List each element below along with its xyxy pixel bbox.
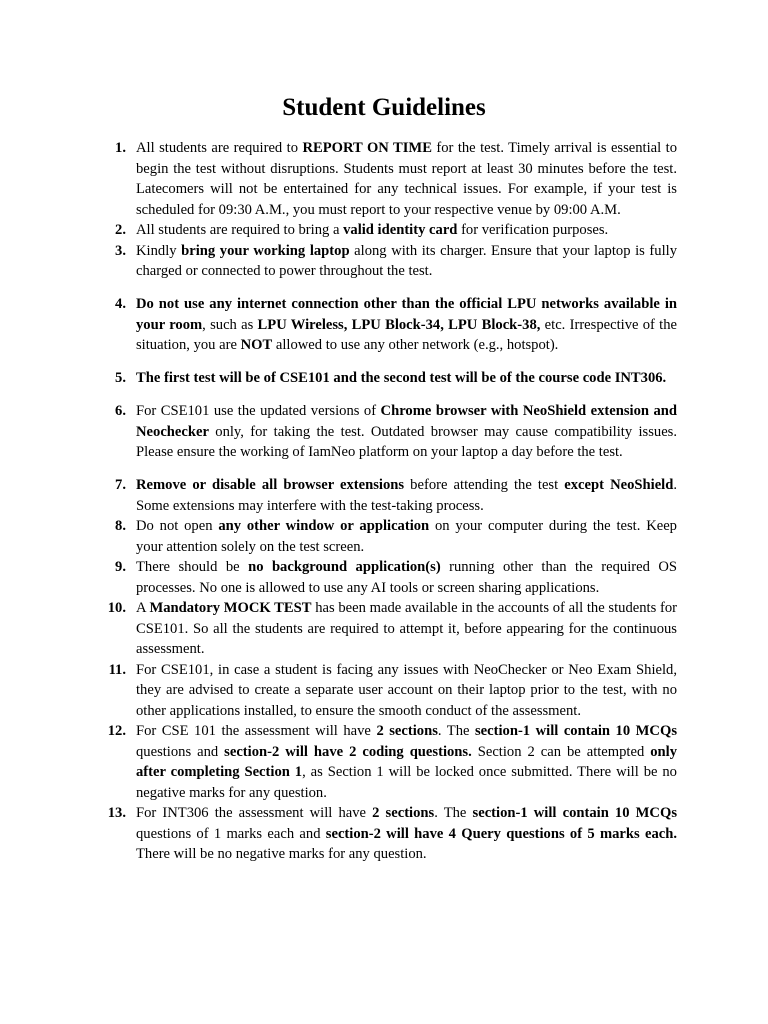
- guideline-number: 13.: [107, 805, 126, 821]
- guideline-text: [136, 243, 677, 280]
- guideline-emphasis: Remove or disable all browser extensions: [136, 477, 405, 493]
- guideline-number: 2.: [115, 222, 126, 238]
- guideline-text-segment: . The: [434, 805, 473, 821]
- guideline-text-segment: on your computer during the test. Keep your attention solely on the test screen.: [136, 518, 677, 555]
- guideline-emphasis: section-2 will have 4 Query questions of 5 marks each.: [325, 825, 677, 842]
- guideline-text-segment: There will be no negative marks for any question.: [136, 846, 427, 862]
- guideline-text-segment: , as Section 1 will be locked once submitted. There will be no negative marks for any question.: [136, 764, 677, 801]
- guideline-text-segment: A: [136, 600, 150, 616]
- guideline-text-segment: allowed to use any other network (e.g., hotspot).: [272, 337, 559, 353]
- guideline-emphasis: valid identity card: [343, 222, 458, 238]
- guideline-text-segment: All students are required to bring a: [136, 222, 344, 238]
- guideline-number: 11.: [108, 661, 126, 678]
- guideline-emphasis: 2 sections: [376, 723, 438, 739]
- guideline-text-segment: There should be: [136, 559, 249, 575]
- guideline-text-segment: For INT306 the assessment will have: [136, 805, 373, 821]
- guideline-text-segment: for verification purposes.: [457, 222, 609, 238]
- guideline-item: [92, 401, 677, 463]
- guideline-text-segment: etc. Irrespective of the situation, you are: [136, 316, 677, 353]
- guideline-number: 10.: [107, 600, 126, 616]
- guideline-text-segment: along with its charger. Ensure that your laptop is fully charged or connected to power throughout the test.: [136, 242, 677, 279]
- guideline-number: 3.: [115, 242, 126, 259]
- guideline-text-segment: All students are required to: [136, 140, 303, 156]
- guideline-emphasis: no background application(s): [248, 559, 441, 575]
- guideline-item: [92, 721, 677, 803]
- guideline-text-segment: questions of 1 marks each and: [136, 825, 326, 842]
- guideline-text-segment: only, for taking the test. Outdated browser may cause compatibility issues. Please ensure the working of IamNeo platform on your laptop a day before the test.: [136, 423, 677, 460]
- guideline-text: [136, 805, 677, 862]
- guideline-text: [136, 477, 677, 514]
- guideline-text-segment: Do not open: [136, 518, 219, 534]
- guidelines-list: [92, 138, 677, 865]
- guideline-text-segment: for the test. Timely arrival is essential to begin the test without disruptions. Students must report at least 30 minutes before the test. Latecomers will not be entertained for any technical issues. For example, if your test is scheduled for 09:30 A.M., you must report to your respective venue by 09:00 A.M.: [136, 140, 677, 218]
- guideline-number: 6.: [115, 403, 126, 419]
- guideline-item: [92, 294, 677, 356]
- guideline-emphasis: LPU Wireless, LPU Block-34, LPU Block-38,: [257, 316, 541, 333]
- guideline-text-segment: has been made available in the accounts of all the students for CSE101. So all the students are required to attempt it, before appearing for the continuous assessment.: [136, 600, 677, 657]
- page-title: Student Guidelines: [282, 94, 486, 121]
- guideline-item: [92, 475, 677, 516]
- guideline-text-segment: For CSE101, in case a student is facing any issues with NeoChecker or Neo Exam Shield, they are advised to create a separate user account on their laptop prior to the test, with no other applications installed, to ensure the smooth conduct of the assessment.: [136, 661, 677, 719]
- guideline-item: [92, 557, 677, 598]
- guideline-emphasis: Mandatory MOCK TEST: [149, 600, 312, 616]
- guideline-emphasis: bring your working laptop: [181, 242, 350, 259]
- guideline-emphasis: except NeoShield: [564, 477, 674, 493]
- guideline-text-segment: . The: [437, 723, 475, 739]
- guideline-item: [92, 368, 677, 389]
- guideline-text-segment: For CSE101 use the updated versions of: [136, 403, 381, 419]
- guideline-text: [136, 140, 677, 218]
- guideline-text: [136, 600, 677, 657]
- guideline-emphasis: The first test will be of CSE101 and the second test will be of the course code INT306.: [136, 370, 667, 386]
- guideline-text-segment: questions and: [136, 743, 225, 760]
- guideline-number: 7.: [115, 477, 126, 493]
- guideline-text-segment: , such as: [202, 316, 258, 333]
- guideline-item: [92, 516, 677, 557]
- guideline-item: [92, 220, 677, 241]
- guideline-text-segment: . Some extensions may interfere with the test-taking process.: [136, 477, 677, 514]
- guideline-number: 5.: [115, 370, 126, 386]
- guideline-text-segment: running other than the required OS processes. No one is allowed to use any AI tools or screen sharing applications.: [136, 559, 678, 596]
- guideline-text-segment: Section 2 can be attempted: [471, 743, 651, 760]
- guideline-item: [92, 241, 677, 282]
- guideline-emphasis: section-1 will contain 10 MCQs: [474, 723, 677, 739]
- guideline-emphasis: Chrome browser with NeoShield extension and Neochecker: [136, 403, 677, 440]
- guideline-emphasis: section-2 will have 2 coding questions.: [224, 743, 472, 760]
- guideline-emphasis: only after completing Section 1: [136, 743, 677, 780]
- guideline-text-segment: For CSE 101 the assessment will have: [136, 723, 377, 739]
- guideline-emphasis: any other window or application: [218, 518, 430, 534]
- guideline-number: 9.: [115, 559, 126, 575]
- guideline-text: [136, 370, 666, 386]
- guideline-item: [92, 803, 677, 865]
- guideline-emphasis: NOT: [240, 337, 273, 353]
- guideline-emphasis: 2 sections: [372, 805, 435, 821]
- guideline-text-segment: Kindly: [136, 242, 182, 259]
- guideline-emphasis: REPORT ON TIME: [302, 140, 432, 156]
- guideline-text: [136, 518, 677, 555]
- guideline-item: [92, 138, 677, 220]
- guideline-emphasis: section-1 will contain 10 MCQs: [472, 805, 677, 821]
- guideline-emphasis: Do not use any internet connection other than the official LPU networks available in your room: [136, 296, 677, 333]
- guideline-text: [136, 559, 677, 596]
- guideline-text-segment: before attending the test: [404, 477, 565, 493]
- guideline-number: 8.: [115, 518, 126, 534]
- guideline-text: [136, 296, 677, 353]
- guideline-number: 1.: [115, 140, 126, 156]
- guideline-text: [136, 723, 677, 801]
- guideline-text: [136, 222, 608, 238]
- guideline-item: [92, 660, 677, 722]
- guideline-text: [136, 662, 677, 719]
- guideline-item: [92, 598, 677, 660]
- guideline-text: [136, 403, 677, 460]
- guideline-number: 12.: [107, 723, 126, 739]
- guideline-number: 4.: [115, 296, 126, 312]
